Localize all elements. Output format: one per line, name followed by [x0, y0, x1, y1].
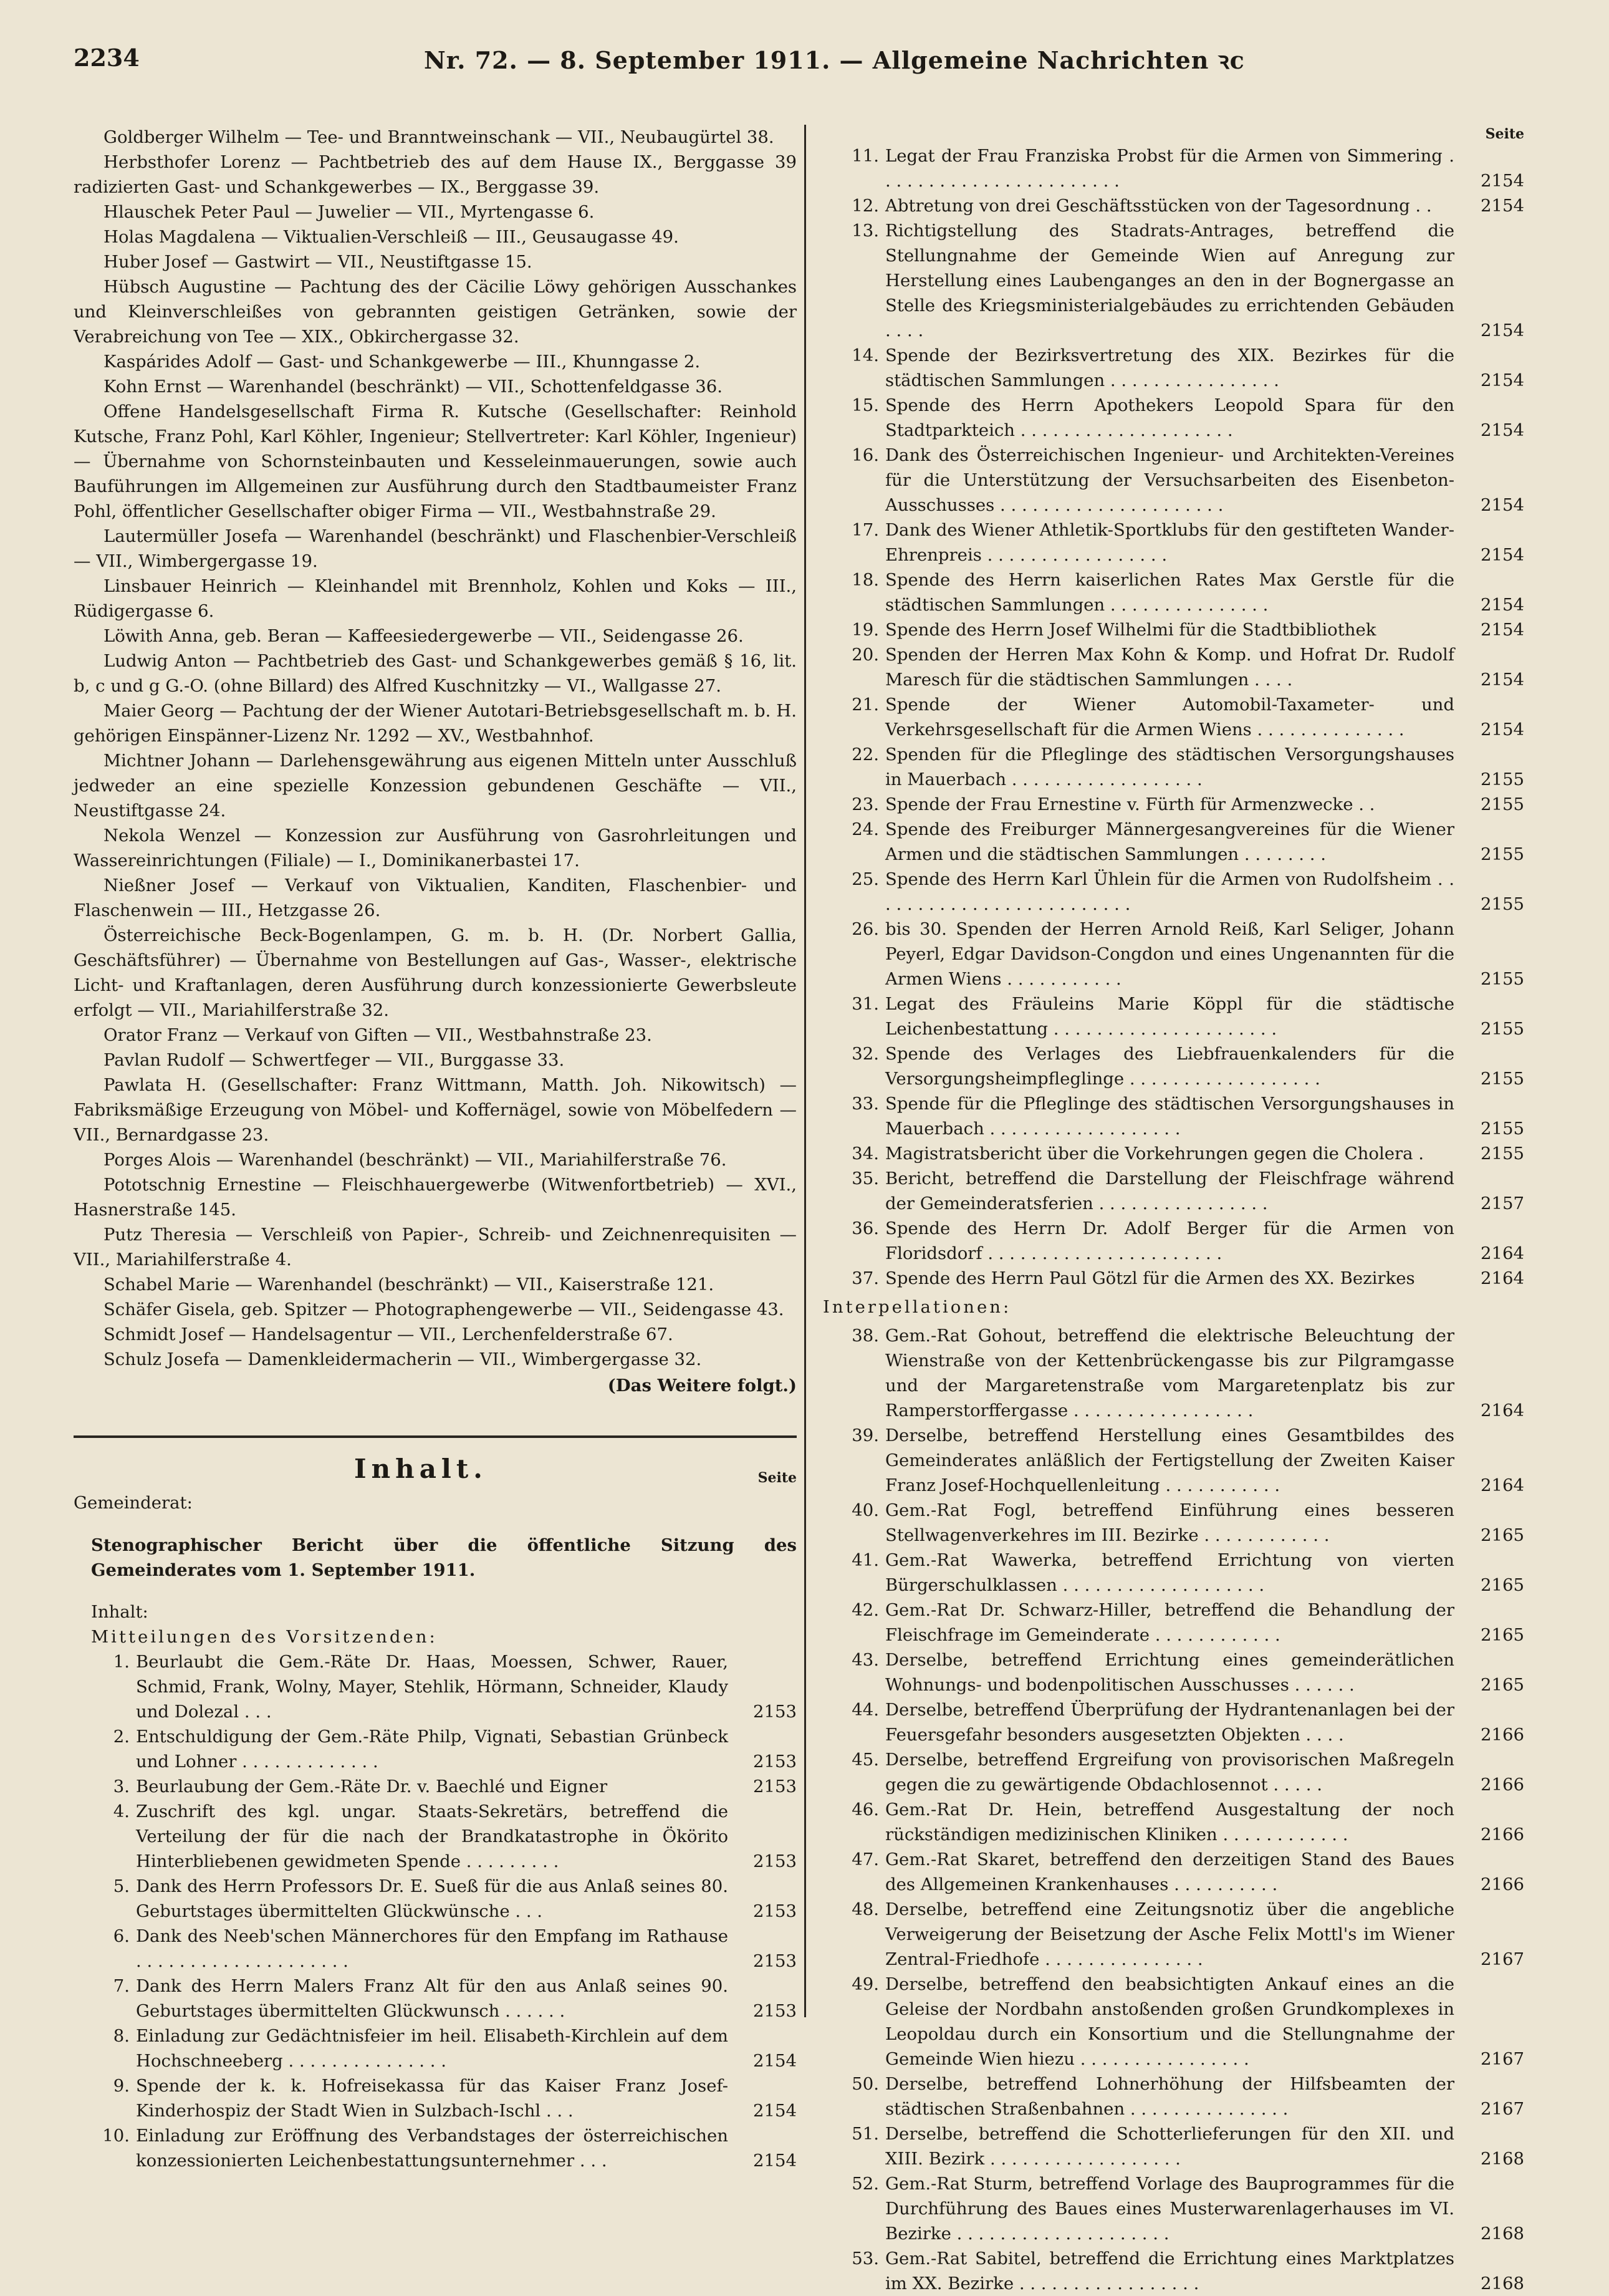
register-entry: Linsbauer Heinrich — Kleinhandel mit Brennholz, Kohlen und Koks — III., Rüdigergasse 6.: [74, 576, 797, 621]
toc-item-text: Dank des Wiener Athletik-Sportklubs für den gestifteten Wander-Ehrenpreis . . . . . . . . . . . . . . . . .: [885, 520, 1454, 565]
toc-item-text: Derselbe, betreffend den beabsichtigten Ankauf eines an die Geleise der Nordbahn anstoßenden großen Grundkomplexes in Leopoldau durch ein Konsortium und die Stellungnahme der Gemeinde Wien hiezu . . . . . . . . . . . . . . . .: [885, 1974, 1454, 2069]
toc-item-page: 2153: [753, 1901, 797, 1921]
toc-item-text: Gem.-Rat Skaret, betreffend den derzeitigen Stand des Baues des Allgemeinen Krankenhauses . . . . . . . . . .: [885, 1850, 1454, 1894]
toc-item-page: 2166: [1481, 1874, 1524, 1894]
toc-item: [74, 1924, 797, 1974]
toc-item-number: 53.: [852, 2249, 879, 2269]
toc-item-text: Legat der Frau Franziska Probst für die Armen von Simmering . . . . . . . . . . . . . . . . . . . . . . .: [885, 146, 1454, 191]
toc-item-text: Spende der Frau Ernestine v. Fürth für Armenzwecke . .: [885, 794, 1375, 814]
toc-item-page: 2155: [1481, 1144, 1524, 1164]
toc-item-text: Gem.-Rat Sturm, betreffend Vorlage des Bauprogrammes für die Durchführung des Baues eines Musterwarenlagerhauses im VI. Bezirke . . . . . . . . . . . . . . . . . . . .: [885, 2174, 1454, 2244]
toc-item-text: Gem.-Rat Dr. Hein, betreffend Ausgestaltung der noch rückständigen medizinischen Kliniken . . . . . . . . . . . .: [885, 1800, 1454, 1845]
toc-item-number: 41.: [852, 1550, 879, 1570]
seite-label: Seite: [757, 1470, 797, 1486]
toc-item-page: 2165: [1481, 1625, 1524, 1645]
toc-item: [823, 143, 1524, 193]
toc-item-text: Spende für die Pfleglinge des städtischen Versorgungshauses in Mauerbach . . . . . . . . . . . . . . . . . .: [885, 1094, 1454, 1139]
toc-item-page: 2155: [1481, 969, 1524, 989]
register-entry: Lautermüller Josefa — Warenhandel (beschränkt) und Flaschenbier-Verschleiß — VII., Wimbergergasse 19.: [74, 526, 797, 571]
toc-item-page: 2154: [753, 2101, 797, 2121]
register-entry: Schabel Marie — Warenhandel (beschränkt) — VII., Kaiserstraße 121.: [103, 1275, 714, 1295]
toc-item-page: 2168: [1481, 2149, 1524, 2169]
toc-item-page: 2165: [1481, 1675, 1524, 1695]
toc-item-text: Gem.-Rat Sabitel, betreffend die Errichtung eines Marktplatzes im XX. Bezirke . . . . . . . . . . . . . . . . .: [885, 2249, 1454, 2294]
toc-list-left: [74, 1649, 797, 2173]
register-entry: Kaspárides Adolf — Gast- und Schankgewerbe — III., Khunngasse 2.: [103, 352, 701, 372]
toc-item-page: 2167: [1481, 2099, 1524, 2119]
toc-item-number: 6.: [113, 1926, 130, 1946]
toc-item-number: 51.: [852, 2124, 879, 2144]
toc-item-text: bis 30. Spenden der Herren Arnold Reiß, Karl Seliger, Johann Peyerl, Edgar Davidson-Congdon und eines Ungenannten für die Armen Wiens . . . . . . . . . . .: [885, 919, 1454, 989]
toc-item-page: 2154: [1481, 196, 1524, 216]
inhalt-label: Inhalt:: [91, 1602, 148, 1622]
register-entry: Hübsch Augustine — Pachtung des der Cäcilie Löwy gehörigen Ausschankes und Kleinverschleißes von gebrannten geistigen Getränken, sowie der Verabreichung von Tee — XIX., Obkirchergasse 32.: [74, 277, 797, 347]
register-entry: Pavlan Rudolf — Schwertfeger — VII., Burggasse 33.: [103, 1050, 565, 1070]
toc-item: [74, 2123, 797, 2173]
toc-item: [74, 2023, 797, 2073]
toc-item: [74, 2073, 797, 2123]
toc-item-text: Derselbe, betreffend die Schotterlieferungen für den XII. und XIII. Bezirk . . . . . . . . . . . . . . . . . .: [885, 2124, 1454, 2169]
register-entry: Schäfer Gisela, geb. Spitzer — Photographengewerbe — VII., Seidengasse 43.: [103, 1300, 784, 1319]
register-entry: Nekola Wenzel — Konzession zur Ausführung von Gasrohrleitungen und Wassereinrichtungen (Filiale) — I., Dominikanerbastei 17.: [74, 826, 797, 871]
toc-item-page: 2154: [1481, 321, 1524, 340]
gemeinderat-label: Gemeinderat:: [74, 1493, 193, 1513]
toc-item: [74, 1874, 797, 1924]
toc-item: [823, 1972, 1524, 2072]
toc-item-page: 2164: [1481, 1243, 1524, 1263]
toc-item: [823, 2072, 1524, 2121]
register-entry: Österreichische Beck-Bogenlampen, G. m. b. H. (Dr. Norbert Gallia, Geschäftsführer) — Übernahme von Bestellungen auf Gas-, Wasser-, elektrische Licht- und Kraftanlagen, deren Ausführung durch konzessionierte Gewerbsleute erfolgt — VII., Mariahilferstraße 32.: [74, 925, 797, 1020]
toc-item-number: 10.: [102, 2126, 130, 2146]
toc-item-text: Spende der Wiener Automobil-Taxameter- und Verkehrsgesellschaft für die Armen Wiens . . . . . . . . . . . . . .: [885, 695, 1454, 740]
continued-note: (Das Weitere folgt.): [607, 1376, 797, 1396]
right-column: [823, 125, 1524, 2296]
toc-item-text: Spenden der Herren Max Kohn & Komp. und Hofrat Dr. Rudolf Maresch für die städtischen Sammlungen . . . .: [885, 645, 1454, 690]
toc-item-number: 47.: [852, 1850, 879, 1869]
toc-item-page: 2154: [1481, 545, 1524, 565]
toc-item-number: 2.: [113, 1727, 130, 1747]
register-entry: Pawlata H. (Gesellschafter: Franz Wittmann, Matth. Joh. Nikowitsch) — Fabriksmäßige Erzeugung von Möbel- und Koffernägel, sowie von Möbelfedern — VII., Bernardgasse 23.: [74, 1075, 797, 1145]
toc-item-number: 39.: [852, 1425, 879, 1445]
toc-item-number: 9.: [113, 2076, 130, 2096]
toc-item: [823, 2171, 1524, 2246]
toc-item-number: 5.: [113, 1876, 130, 1896]
toc-item-text: Magistratsbericht über die Vorkehrungen gegen die Cholera .: [885, 1144, 1424, 1164]
toc-item-page: 2166: [1481, 1825, 1524, 1845]
inhalt-heading: [74, 1454, 797, 1490]
toc-item: [823, 1647, 1524, 1697]
toc-item: [823, 1141, 1524, 1166]
toc-item-number: 25.: [852, 869, 879, 889]
toc-item-text: Spende des Freiburger Männergesangvereines für die Wiener Armen und die städtischen Sammlungen . . . . . . . .: [885, 819, 1454, 864]
toc-item: [823, 2246, 1524, 2296]
business-register-list: [74, 125, 797, 1372]
toc-item-page: 2154: [1481, 620, 1524, 640]
toc-item-page: 2153: [753, 1777, 797, 1797]
toc-item-number: 16.: [852, 445, 879, 465]
toc-item: [74, 1649, 797, 1724]
toc-item-number: 49.: [852, 1974, 879, 1994]
toc-item-page: 2155: [1481, 794, 1524, 814]
toc-item-number: 48.: [852, 1899, 879, 1919]
toc-item-page: 2155: [1481, 894, 1524, 914]
toc-item: [823, 1598, 1524, 1647]
toc-list-right: [823, 143, 1524, 1291]
toc-item-number: 19.: [852, 620, 879, 640]
toc-item-text: Derselbe, betreffend eine Zeitungsnotiz über die angebliche Verweigerung der Beisetzung der Asche Felix Mottl's im Wiener Zentral-Friedhofe . . . . . . . . . . . . . . .: [885, 1899, 1454, 1969]
toc-item: [823, 567, 1524, 617]
section-separator: [74, 1435, 797, 1438]
seite-label-right: Seite: [1485, 126, 1524, 142]
register-entry: Maier Georg — Pachtung der der Wiener Autotari-Betriebsgesellschaft m. b. H. gehörigen Einspänner-Lizenz Nr. 1292 — XV., Westbahnhof.: [74, 701, 797, 746]
toc-item-number: 50.: [852, 2074, 879, 2094]
toc-item: [823, 1323, 1524, 1423]
toc-item-page: 2165: [1481, 1525, 1524, 1545]
toc-item: [823, 1266, 1524, 1291]
register-entry: Pototschnig Ernestine — Fleischhauergewerbe (Witwenfortbetrieb) — XVI., Hasnerstraße 145.: [74, 1175, 797, 1220]
toc-item-text: Derselbe, betreffend Errichtung eines gemeinderätlichen Wohnungs- und bodenpolitischen Ausschusses . . . . . .: [885, 1650, 1454, 1695]
toc-item-text: Legat des Fräuleins Marie Köppl für die städtische Leichenbestattung . . . . . . . . . . . . . . . . . . . . .: [885, 994, 1454, 1039]
toc-item-number: 26.: [852, 919, 879, 939]
register-entry: Herbsthofer Lorenz — Pachtbetrieb des auf dem Hause IX., Berggasse 39 radizierten Gast- und Schankgewerbes — IX., Berggasse 39.: [74, 152, 797, 197]
toc-item-text: Bericht, betreffend die Darstellung der Fleischfrage während der Gemeinderatsferien . . . . . . . . . . . . . . . .: [885, 1169, 1454, 1213]
toc-item-number: 4.: [113, 1802, 130, 1821]
toc-item-page: 2154: [1481, 720, 1524, 740]
page-header: [74, 44, 1523, 81]
toc-item: [823, 917, 1524, 991]
toc-item-number: 31.: [852, 994, 879, 1014]
toc-item: [823, 393, 1524, 443]
toc-item-text: Zuschrift des kgl. ungar. Staats-Sekretärs, betreffend die Verteilung der für die nach der Brandkatastrophe in Ökörito Hinterbliebenen gewidmeten Spende . . . . . . . . .: [136, 1802, 728, 1871]
toc-item-text: Beurlaubt die Gem.-Räte Dr. Haas, Moessen, Schwer, Rauer, Schmid, Frank, Wolny, Mayer, Stehlik, Hörmann, Schneider, Klaudy und Dolezal . . .: [136, 1652, 728, 1722]
column-divider: [804, 125, 806, 2017]
toc-item-page: 2154: [753, 2051, 797, 2071]
toc-item-number: 43.: [852, 1650, 879, 1670]
register-entry: Nießner Josef — Verkauf von Viktualien, Kanditen, Flaschenbier- und Flaschenwein — III., Hetzgasse 26.: [74, 875, 797, 920]
toc-item-number: 46.: [852, 1800, 879, 1820]
toc-item-text: Dank des Österreichischen Ingenieur- und Architekten-Vereines für die Unterstützung der Versuchsarbeiten des Eisenbeton-Ausschusses . . . . . . . . . . . . . . . . . . . . .: [885, 445, 1454, 515]
toc-item: [823, 1166, 1524, 1216]
toc-item-page: 2154: [1481, 171, 1524, 191]
toc-item: [823, 991, 1524, 1041]
toc-item-page: 2154: [753, 2151, 797, 2171]
toc-item-number: 33.: [852, 1094, 879, 1114]
toc-item: [823, 193, 1524, 218]
stenographic-report-title: Stenographischer Bericht über die öffentliche Sitzung des Gemeinderates vom 1. September 1911.: [91, 1535, 797, 1580]
toc-item-text: Entschuldigung der Gem.-Räte Philp, Vignati, Sebastian Grünbeck und Lohner . . . . . . . . . . . . .: [136, 1727, 728, 1772]
toc-item-text: Derselbe, betreffend Überprüfung der Hydrantenanlagen bei der Feuersgefahr besonders ausgesetzten Objekten . . . .: [885, 1700, 1454, 1745]
toc-item-number: 36.: [852, 1218, 879, 1238]
toc-item-page: 2153: [753, 1702, 797, 1722]
toc-item: [823, 1847, 1524, 1897]
toc-item-page: 2154: [1481, 495, 1524, 515]
toc-item-page: 2155: [1481, 1119, 1524, 1139]
toc-item-page: 2153: [753, 1951, 797, 1971]
toc-item: [823, 817, 1524, 867]
toc-item: [823, 692, 1524, 742]
register-entry: Huber Josef — Gastwirt — VII., Neustiftgasse 15.: [103, 252, 532, 272]
toc-item-number: 12.: [852, 196, 879, 216]
toc-item-number: 13.: [852, 221, 879, 241]
toc-item-text: Spende der k. k. Hofreisekassa für das Kaiser Franz Josef-Kinderhospiz der Stadt Wien in Sulzbach-Ischl . . .: [136, 2076, 728, 2121]
toc-item-page: 2155: [1481, 769, 1524, 789]
toc-item: [74, 1799, 797, 1874]
register-entry: Porges Alois — Warenhandel (beschränkt) — VII., Mariahilferstraße 76.: [103, 1150, 727, 1170]
toc-item-text: Beurlaubung der Gem.-Räte Dr. v. Baechlé und Eigner: [136, 1777, 608, 1797]
toc-item-page: 2154: [1481, 595, 1524, 615]
toc-item-text: Spende des Herrn Paul Götzl für die Armen des XX. Bezirkes: [885, 1268, 1415, 1288]
toc-item: [823, 443, 1524, 518]
register-entry: Offene Handelsgesellschaft Firma R. Kutsche (Gesellschafter: Reinhold Kutsche, Franz Pohl, Karl Köhler, Ingenieur; Stellvertreter: Karl Köhler, Ingenieur) — Übernahme von Schornsteinbauten und Kesseleinmauerungen, sowie auch Bauführungen im Allgemeinen zur Ausführung durch den Stadtbaumeister Franz Pohl, öffentlicher Gesellschafter obiger Firma — VII., Westbahnstraße 29.: [74, 402, 797, 521]
toc-item-text: Spende des Herrn Josef Wilhelmi für die Stadtbibliothek: [885, 620, 1376, 640]
toc-item: [74, 1774, 797, 1799]
toc-item-number: 17.: [852, 520, 879, 540]
toc-item-number: 1.: [113, 1652, 130, 1672]
toc-item-page: 2164: [1481, 1475, 1524, 1495]
toc-item-text: Spende der Bezirksvertretung des XIX. Bezirkes für die städtischen Sammlungen . . . . . . . . . . . . . . . .: [885, 345, 1454, 390]
toc-item-number: 37.: [852, 1268, 879, 1288]
toc-item-text: Derselbe, betreffend Herstellung eines Gesamtbildes des Gemeinderates anläßlich der Fertigstellung der Zweiten Kaiser Franz Josef-Hochquellenleitung . . . . . . . . . . .: [885, 1425, 1454, 1495]
toc-item-text: Dank des Neeb'schen Männerchores für den Empfang im Rathause . . . . . . . . . . . . . . . . . . . .: [136, 1926, 728, 1971]
toc-item-page: 2167: [1481, 1949, 1524, 1969]
register-entry: Schulz Josefa — Damenkleidermacherin — VII., Wimbergergasse 32.: [103, 1349, 702, 1369]
toc-item-text: Spende des Herrn Dr. Adolf Berger für die Armen von Floridsdorf . . . . . . . . . . . . . . . . . . . . . .: [885, 1218, 1454, 1263]
toc-list-interpellationen: [823, 1323, 1524, 2296]
toc-item-page: 2153: [753, 1851, 797, 1871]
toc-item-page: 2154: [1481, 420, 1524, 440]
toc-item-number: 3.: [113, 1777, 130, 1797]
mitteilungen-heading: Mitteilungen des Vorsitzenden:: [91, 1627, 438, 1647]
toc-item-number: 21.: [852, 695, 879, 715]
toc-item-number: 52.: [852, 2174, 879, 2194]
toc-item-text: Dank des Herrn Professors Dr. E. Sueß für die aus Anlaß seines 80. Geburtstages übermittelten Glückwünsche . . .: [136, 1876, 728, 1921]
toc-item: [74, 1974, 797, 2023]
toc-item-text: Gem.-Rat Fogl, betreffend Einführung eines besseren Stellwagenverkehres im III. Bezirke . . . . . . . . . . . .: [885, 1500, 1454, 1545]
toc-item-number: 40.: [852, 1500, 879, 1520]
toc-item-number: 14.: [852, 345, 879, 365]
toc-item-page: 2154: [1481, 670, 1524, 690]
toc-item-page: 2153: [753, 1752, 797, 1772]
toc-item: [823, 1041, 1524, 1091]
toc-item: [823, 642, 1524, 692]
toc-item: [823, 1498, 1524, 1548]
toc-item-page: 2168: [1481, 2224, 1524, 2244]
toc-item-page: 2168: [1481, 2274, 1524, 2294]
left-column: [74, 125, 797, 2173]
toc-item-number: 34.: [852, 1144, 879, 1164]
toc-item-number: 7.: [113, 1976, 130, 1996]
toc-item-page: 2166: [1481, 1775, 1524, 1795]
toc-item: [823, 617, 1524, 642]
toc-item-page: 2166: [1481, 1725, 1524, 1745]
toc-item-number: 24.: [852, 819, 879, 839]
toc-item-page: 2155: [1481, 844, 1524, 864]
register-entry: Schmidt Josef — Handelsagentur — VII., Lerchenfelderstraße 67.: [103, 1324, 673, 1344]
toc-item-text: Dank des Herrn Malers Franz Alt für den aus Anlaß seines 90. Geburtstages übermittelten Glückwunsch . . . . . .: [136, 1976, 728, 2021]
toc-item-text: Gem.-Rat Dr. Schwarz-Hiller, betreffend die Behandlung der Fleischfrage im Gemeinderate . . . . . . . . . . . .: [885, 1600, 1454, 1645]
register-entry: Löwith Anna, geb. Beran — Kaffeesiedergewerbe — VII., Seidengasse 26.: [103, 626, 744, 646]
toc-item-number: 44.: [852, 1700, 879, 1720]
toc-item: [823, 742, 1524, 792]
toc-item-number: 42.: [852, 1600, 879, 1620]
toc-item-number: 22.: [852, 745, 879, 765]
toc-item-text: Derselbe, betreffend Ergreifung von provisorischen Maßregeln gegen die zu gewärtigende Obdachlosennot . . . . .: [885, 1750, 1454, 1795]
interpellationen-heading: Interpellationen:: [823, 1297, 1012, 1317]
toc-item-number: 18.: [852, 570, 879, 590]
toc-item-text: Gem.-Rat Wawerka, betreffend Errichtung von vierten Bürgerschulklassen . . . . . . . . . . . . . . . . . . .: [885, 1550, 1454, 1595]
inhalt-title: Inhalt.: [354, 1454, 488, 1484]
toc-item-text: Spende des Herrn kaiserlichen Rates Max Gerstle für die städtischen Sammlungen . . . . . . . . . . . . . . .: [885, 570, 1454, 615]
toc-item: [823, 792, 1524, 817]
toc-item-text: Abtretung von drei Geschäftsstücken von der Tagesordnung . .: [885, 196, 1432, 216]
register-entry: Ludwig Anton — Pachtbetrieb des Gast- und Schankgewerbes gemäß § 16, lit. b, c und g G.-O. (ohne Billard) des Alfred Kuschnitzky — VI., Wallgasse 27.: [74, 651, 797, 696]
toc-item-text: Einladung zur Eröffnung des Verbandstages der österreichischen konzessionierten Leichenbestattungsunternehmer . . .: [136, 2126, 728, 2171]
toc-item: [823, 218, 1524, 343]
toc-item-page: 2157: [1481, 1194, 1524, 1213]
register-entry: Orator Franz — Verkauf von Giften — VII., Westbahnstraße 23.: [103, 1025, 652, 1045]
page-number: 2234: [74, 44, 140, 72]
register-entry: Hlauschek Peter Paul — Juwelier — VII., Myrtengasse 6.: [103, 202, 595, 222]
toc-item: [823, 1897, 1524, 1972]
toc-item: [823, 1548, 1524, 1598]
toc-item: [823, 343, 1524, 393]
toc-item-number: 8.: [113, 2026, 130, 2046]
toc-item-page: 2164: [1481, 1268, 1524, 1288]
toc-item: [823, 1423, 1524, 1498]
toc-item-page: 2155: [1481, 1019, 1524, 1039]
running-title: Nr. 72. — 8. September 1911. — Allgemeine Nachrichten ꝛc: [424, 46, 1245, 74]
toc-item-page: 2154: [1481, 370, 1524, 390]
toc-item-text: Gem.-Rat Gohout, betreffend die elektrische Beleuchtung der Wienstraße von der Kettenbrückengasse bis zur Pilgramgasse und der Margaretenstraße vom Margaretenplatz bis zur Ramperstorffergasse . . . . . . . . . . . . . . . . .: [885, 1326, 1454, 1421]
toc-item-text: Spenden für die Pfleglinge des städtischen Versorgungshauses in Mauerbach . . . . . . . . . . . . . . . . . .: [885, 745, 1454, 789]
toc-item-number: 45.: [852, 1750, 879, 1770]
register-entry: Goldberger Wilhelm — Tee- und Branntweinschank — VII., Neubaugürtel 38.: [103, 127, 774, 147]
toc-item-text: Richtigstellung des Stadrats-Antrages, betreffend die Stellungnahme der Gemeinde Wien auf Anregung zur Herstellung eines Laubenganges an den in der Bognergasse an Stelle des Kriegsministerialgebäudes zu errichtenden Gebäuden . . . .: [885, 221, 1454, 340]
toc-item-text: Spende des Verlages des Liebfrauenkalenders für die Versorgungsheimpfleglinge . . . . . . . . . . . . . . . . . .: [885, 1044, 1454, 1089]
toc-item: [823, 1697, 1524, 1747]
toc-item: [823, 2121, 1524, 2171]
toc-item: [823, 1091, 1524, 1141]
register-entry: Kohn Ernst — Warenhandel (beschränkt) — VII., Schottenfeldgasse 36.: [103, 377, 723, 397]
toc-item: [823, 1797, 1524, 1847]
toc-item-page: 2165: [1481, 1575, 1524, 1595]
toc-item: [823, 1747, 1524, 1797]
toc-item: [74, 1724, 797, 1774]
register-entry: Michtner Johann — Darlehensgewährung aus eigenen Mitteln unter Ausschluß jedweder an eine spezielle Konzession gebundenen Geschäfte — VII., Neustiftgasse 24.: [74, 751, 797, 821]
toc-item-number: 15.: [852, 395, 879, 415]
toc-item-text: Spende des Herrn Karl Ühlein für die Armen von Rudolfsheim . . . . . . . . . . . . . . . . . . . . . . . . .: [885, 869, 1454, 914]
toc-item-number: 32.: [852, 1044, 879, 1064]
toc-item-number: 11.: [852, 146, 879, 166]
toc-item-page: 2153: [753, 2001, 797, 2021]
toc-item: [823, 867, 1524, 917]
toc-item: [823, 518, 1524, 567]
toc-item-number: 35.: [852, 1169, 879, 1189]
toc-item-text: Einladung zur Gedächtnisfeier im heil. Elisabeth-Kirchlein auf dem Hochschneeberg . . . . . . . . . . . . . . .: [136, 2026, 728, 2071]
toc-item: [823, 1216, 1524, 1266]
register-entry: Holas Magdalena — Viktualien-Verschleiß — III., Geusaugasse 49.: [103, 227, 679, 247]
toc-item-number: 23.: [852, 794, 879, 814]
toc-item-text: Spende des Herrn Apothekers Leopold Spara für den Stadtparkteich . . . . . . . . . . . . . . . . . . . .: [885, 395, 1454, 440]
toc-item-number: 38.: [852, 1326, 879, 1346]
register-entry: Putz Theresia — Verschleiß von Papier-, Schreib- und Zeichnenrequisiten — VII., Mariahilferstraße 4.: [74, 1225, 797, 1270]
toc-item-page: 2167: [1481, 2049, 1524, 2069]
toc-item-number: 20.: [852, 645, 879, 665]
toc-item-page: 2155: [1481, 1069, 1524, 1089]
toc-item-page: 2164: [1481, 1401, 1524, 1421]
toc-item-text: Derselbe, betreffend Lohnerhöhung der Hilfsbeamten der städtischen Straßenbahnen . . . . . . . . . . . . . . .: [885, 2074, 1454, 2119]
